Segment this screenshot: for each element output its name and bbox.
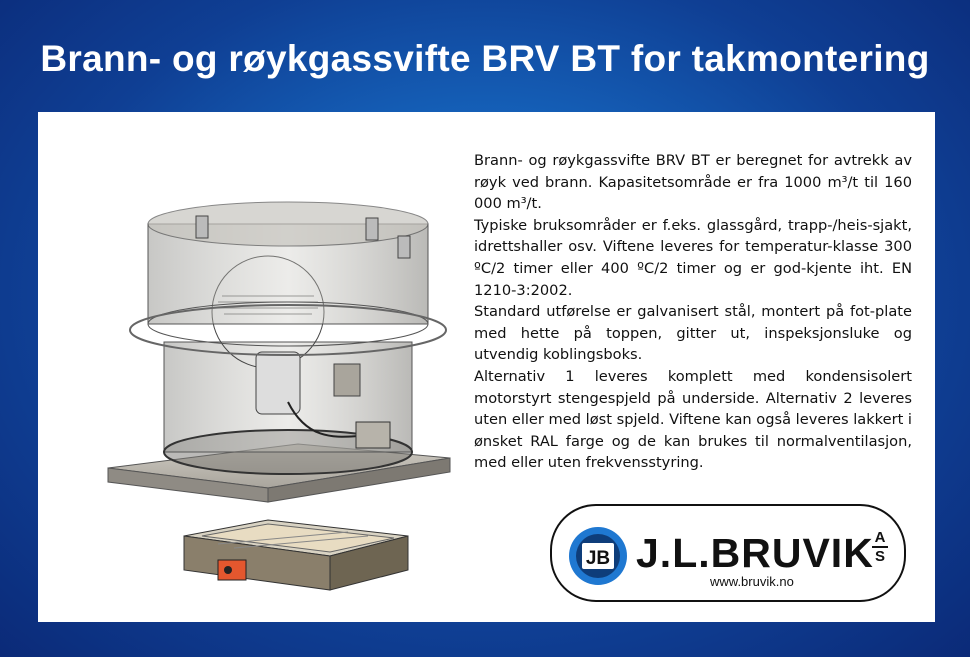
company-url: www.bruvik.no <box>710 574 794 589</box>
logo-mark-text: JB <box>585 548 611 569</box>
description-paragraph: Standard utførelse er galvanisert stål, montert på fot-plate med hette på toppen, gitter ut, inspeksjonsluke og utvendig koblingsboks. <box>474 303 912 364</box>
company-name: J.L.BRUVIK <box>636 530 874 576</box>
page-title: Brann- og røykgassvifte BRV BT for takmontering <box>40 38 930 79</box>
product-description <box>474 150 912 474</box>
description-paragraph: Typiske bruksområder er f.eks. glassgård, trapp-/heis-sjakt, idrettshaller osv. Viftene leveres for temperatur-klasse 300 ºC/2 timer eller 400 ºC/2 timer og er god-kjente iht. EN 1210-3:2002. <box>474 216 912 299</box>
company-suffix-top: A <box>874 529 886 546</box>
description-paragraph: Alternativ 1 leveres komplett med kondensisolert motorstyrt stengespjeld på underside. Alternativ 2 leveres uten eller med løst spjeld. Viftene kan også leveres lakkert i ønsket RAL farge og de kan brukes til normalventilasjon, med eller uten frekvensstyring. <box>474 367 912 472</box>
roof-fan-illustration-icon <box>98 152 478 622</box>
company-suffix-bottom: S <box>874 548 885 565</box>
content-panel <box>38 112 935 622</box>
company-suffix <box>872 530 888 564</box>
description-paragraph: Brann- og røykgassvifte BRV BT er beregnet for avtrekk av røyk ved brann. Kapasitetsområde er fra 1000 m³/t til 160 000 m³/t. <box>474 152 912 213</box>
jlb-emblem-icon <box>568 526 628 586</box>
company-logo <box>550 504 906 602</box>
